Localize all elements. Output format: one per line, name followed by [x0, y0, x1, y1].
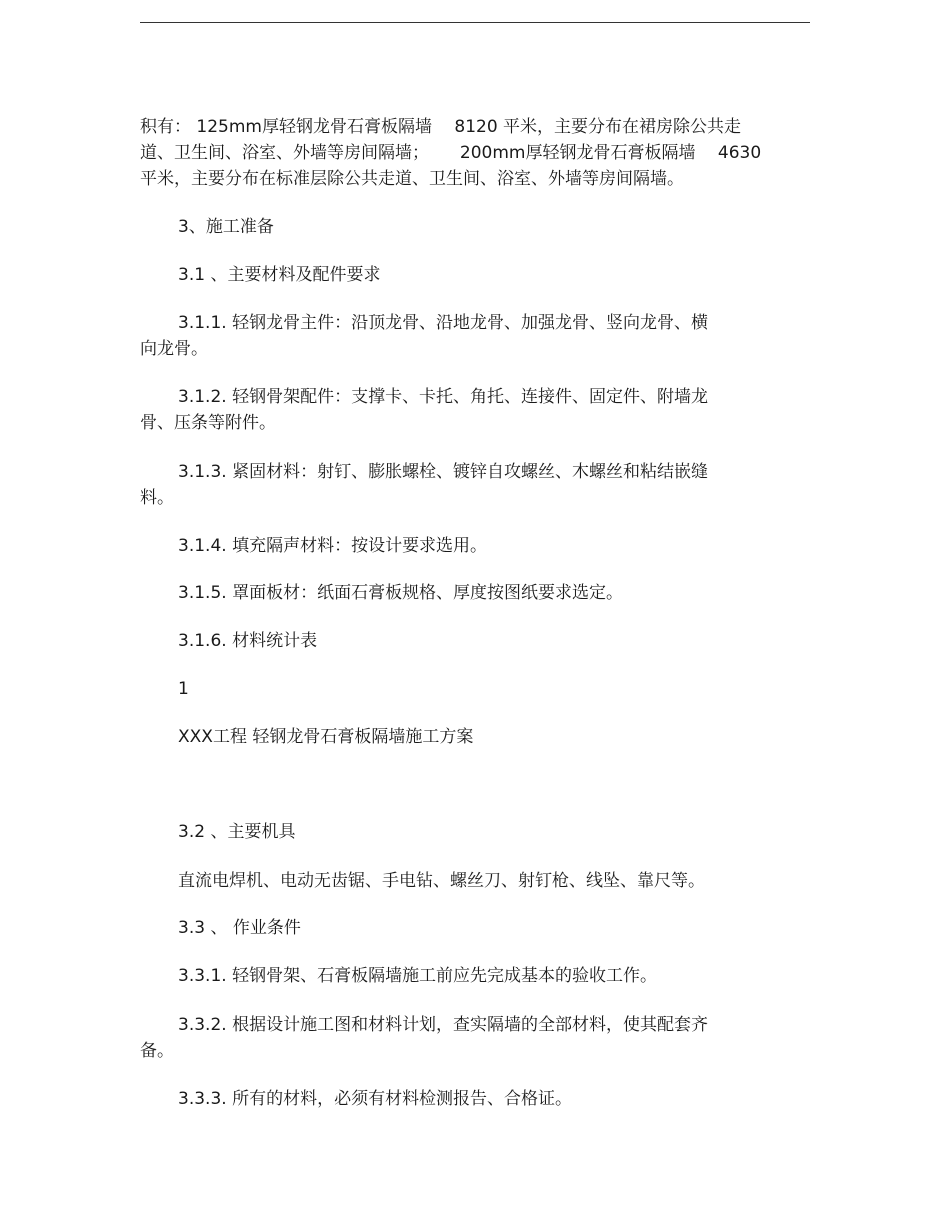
- intro-line-2: 道、卫生间、浴室、外墙等房间隔墙； 200mm厚轻钢龙骨石膏板隔墙 4630: [140, 143, 762, 163]
- item-3-1-3-line-1: 3.1.3. 紧固材料：射钉、膨胀螺栓、镀锌自攻螺丝、木螺丝和粘结嵌缝: [178, 462, 709, 482]
- section-3-2-text: 直流电焊机、电动无齿锯、手电钻、螺丝刀、射钉枪、线坠、靠尺等。: [178, 871, 705, 891]
- item-3-3-3: 3.3.3. 所有的材料，必须有材料检测报告、合格证。: [178, 1089, 573, 1109]
- item-3-3-1: 3.3.1. 轻钢骨架、石膏板隔墙施工前应先完成基本的验收工作。: [178, 966, 658, 986]
- item-3-1-2-line-1: 3.1.2. 轻钢骨架配件：支撑卡、卡托、角托、连接件、固定件、附墙龙: [178, 387, 709, 407]
- item-3-3-2-line-1: 3.3.2. 根据设计施工图和材料计划，查实隔墙的全部材料，使其配套齐: [178, 1015, 709, 1035]
- intro-paragraph: [140, 114, 810, 192]
- item-3-1-3-line-2: 料。: [140, 488, 174, 508]
- section-3-2-heading: 3.2 、主要机具: [178, 822, 296, 842]
- header-rule: [140, 22, 810, 23]
- item-3-1-2-line-2: 骨、压条等附件。: [140, 413, 276, 433]
- section-3-1-heading: 3.1 、主要材料及配件要求: [178, 265, 381, 285]
- section-3-heading: 3、施工准备: [178, 217, 274, 237]
- item-3-1-4: 3.1.4. 填充隔声材料：按设计要求选用。: [178, 536, 488, 556]
- item-3-3-2-line-2: 备。: [140, 1041, 174, 1061]
- intro-line-1: 积有： 125mm厚轻钢龙骨石膏板隔墙 8120 平米，主要分布在裙房除公共走: [140, 117, 742, 137]
- section-3-3-heading: 3.3 、 作业条件: [178, 918, 301, 938]
- item-3-1-6: 3.1.6. 材料统计表: [178, 631, 318, 651]
- item-3-1-5: 3.1.5. 罩面板材：纸面石膏板规格、厚度按图纸要求选定。: [178, 583, 624, 603]
- intro-line-3: 平米，主要分布在标准层除公共走道、卫生间、浴室、外墙等房间隔墙。: [140, 169, 684, 189]
- page-number: 1: [178, 679, 189, 699]
- item-3-1-1-line-2: 向龙骨。: [140, 339, 208, 359]
- item-3-1-1-line-1: 3.1.1. 轻钢龙骨主件：沿顶龙骨、沿地龙骨、加强龙骨、竖向龙骨、横: [178, 313, 709, 333]
- running-header: XXX工程 轻钢龙骨石膏板隔墙施工方案: [178, 727, 474, 747]
